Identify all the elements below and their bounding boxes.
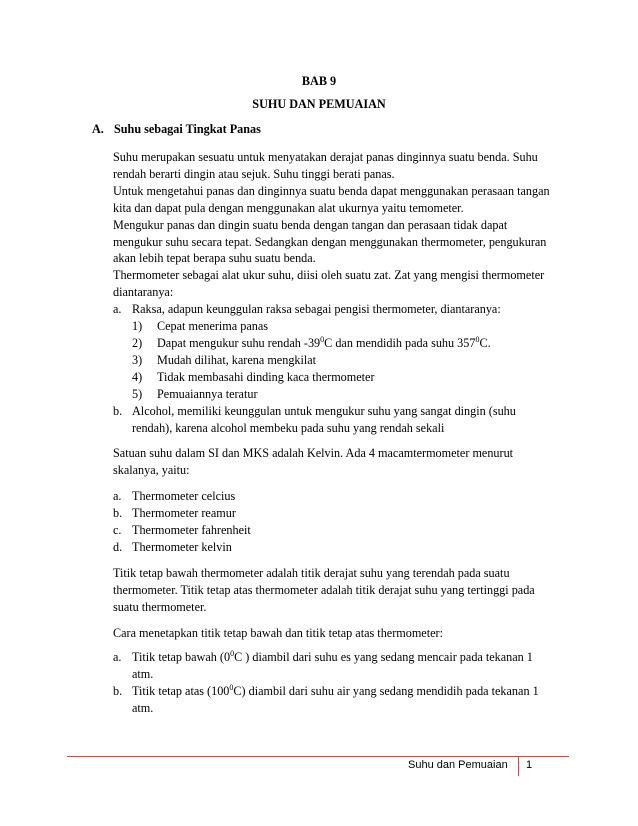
list-item-text: C ) diambil dari suhu es yang sedang mencair pada tekanan 1 xyxy=(234,650,533,665)
list-number: 5) xyxy=(132,386,143,401)
list-item-text: Thermometer celcius xyxy=(132,489,236,504)
list-item-text: Alcohol, memiliki keunggulan untuk mengukur suhu yang sangat dingin (suhu xyxy=(132,403,516,418)
list-item-text: atm. xyxy=(132,701,154,716)
list-number: 2) xyxy=(132,335,143,350)
list-item-text: Titik tetap atas (100 xyxy=(132,684,230,699)
list-item-text: rendah), karena alcohol membeku pada suhu yang rendah sekali xyxy=(132,420,445,435)
list-item-alcohol xyxy=(113,403,575,437)
numbered-list xyxy=(113,318,575,403)
paragraph-line: thermometer. Titik tetap atas thermometer adalah titik derajat suhu yang tertinggi pada xyxy=(113,582,535,597)
list-item-text: Thermometer kelvin xyxy=(132,539,232,554)
paragraph-line: kita dan dapat pula dengan menggunakan alat ukurnya yaitu temometer. xyxy=(113,200,464,215)
list-item-text: C. xyxy=(479,335,491,350)
chapter-number: BAB 9 xyxy=(301,74,337,88)
list-item-text: Thermometer fahrenheit xyxy=(132,523,251,538)
section-title: Suhu sebagai Tingkat Panas xyxy=(114,122,261,136)
list-marker: b. xyxy=(113,403,123,418)
list-item-text: Mudah dilihat, karena mengkilat xyxy=(157,352,317,367)
list-number: 3) xyxy=(132,352,143,367)
list-item-fixed-point-upper xyxy=(113,683,575,717)
list-item xyxy=(113,488,575,505)
list-number: 1) xyxy=(132,319,143,334)
list-marker: b. xyxy=(113,684,123,699)
list-item xyxy=(132,335,575,352)
chapter-title: SUHU DAN PEMUAIAN xyxy=(252,97,386,111)
list-item-text: Thermometer reamur xyxy=(132,506,236,521)
list-item-text: C dan mendidih pada suhu 357 xyxy=(324,335,476,350)
list-item xyxy=(113,522,575,539)
body-text xyxy=(113,149,575,717)
degree-superscript: 0 xyxy=(320,334,325,344)
list-item xyxy=(113,505,575,522)
paragraph-line: rendah berarti dingin atau sejuk. Suhu tinggi berati panas. xyxy=(113,166,395,181)
footer-title: Suhu dan Pemuaian xyxy=(408,759,508,771)
paragraph-line: Thermometer sebagai alat ukur suhu, diisi oleh suatu zat. Zat yang mengisi thermometer xyxy=(113,268,545,283)
list-item-text: Raksa, adapun keunggulan raksa sebagai pengisi thermometer, diantaranya: xyxy=(132,302,501,317)
list-item-text: Titik tetap bawah (0 xyxy=(132,650,231,665)
paragraph-line: Untuk mengetahui panas dan dinginnya suatu benda dapat menggunakan perasaan tangan xyxy=(113,183,550,198)
list-item xyxy=(132,369,575,386)
paragraph-line: Titik tetap bawah thermometer adalah titik derajat suhu yang terendah pada suatu xyxy=(113,565,510,580)
paragraph-line: suatu thermometer. xyxy=(113,599,207,614)
list-item-text: Dapat mengukur suhu rendah -39 xyxy=(157,335,321,350)
paragraph-line: skalanya, yaitu: xyxy=(113,463,190,478)
list-marker: d. xyxy=(113,539,123,554)
paragraph-line: akan lebih tepat berapa suhu suatu benda. xyxy=(113,251,316,266)
degree-superscript: 0 xyxy=(229,683,234,693)
list-item xyxy=(132,318,575,335)
page-number: 1 xyxy=(526,759,533,771)
degree-superscript: 0 xyxy=(475,334,480,344)
list-marker: a. xyxy=(113,650,122,665)
paragraph-line: Satuan suhu dalam SI dan MKS adalah Kelvin. Ada 4 macamtermometer menurut xyxy=(113,446,514,461)
list-marker: a. xyxy=(113,302,122,317)
list-item-raksa xyxy=(113,301,575,318)
list-item-text: C) diambil dari suhu air yang sedang mendidih pada tekanan 1 xyxy=(233,684,539,699)
list-marker: a. xyxy=(113,489,122,504)
section-heading xyxy=(92,122,261,137)
list-item xyxy=(113,539,575,556)
paragraph-line: Suhu merupakan sesuatu untuk menyatakan derajat panas dinginnya suatu benda. Suhu xyxy=(113,150,538,164)
paragraph-line: Cara menetapkan titik tetap bawah dan titik tetap atas thermometer: xyxy=(113,625,443,640)
list-item xyxy=(132,352,575,369)
footer-separator xyxy=(518,756,519,776)
section-label: A. xyxy=(92,122,104,136)
list-marker: c. xyxy=(113,523,122,538)
paragraph-line: diantaranya: xyxy=(113,285,174,300)
list-number: 4) xyxy=(132,369,143,384)
list-item-text: Pemuaiannya teratur xyxy=(157,386,258,401)
footer-divider xyxy=(67,756,569,757)
list-item-fixed-point-lower xyxy=(113,649,575,683)
list-item xyxy=(132,386,575,403)
list-item-text: atm. xyxy=(132,667,154,682)
degree-superscript: 0 xyxy=(230,649,235,659)
paragraph-line: mengukur suhu secara tepat. Sedangkan dengan menggunakan thermometer, pengukuran xyxy=(113,234,547,249)
list-item-text: Tidak membasahi dinding kaca thermometer xyxy=(157,369,375,384)
list-item-text: Cepat menerima panas xyxy=(157,319,268,334)
paragraph-line: Mengukur panas dan dingin suatu benda dengan tangan dan perasaan tidak dapat xyxy=(113,217,508,232)
list-marker: b. xyxy=(113,506,123,521)
